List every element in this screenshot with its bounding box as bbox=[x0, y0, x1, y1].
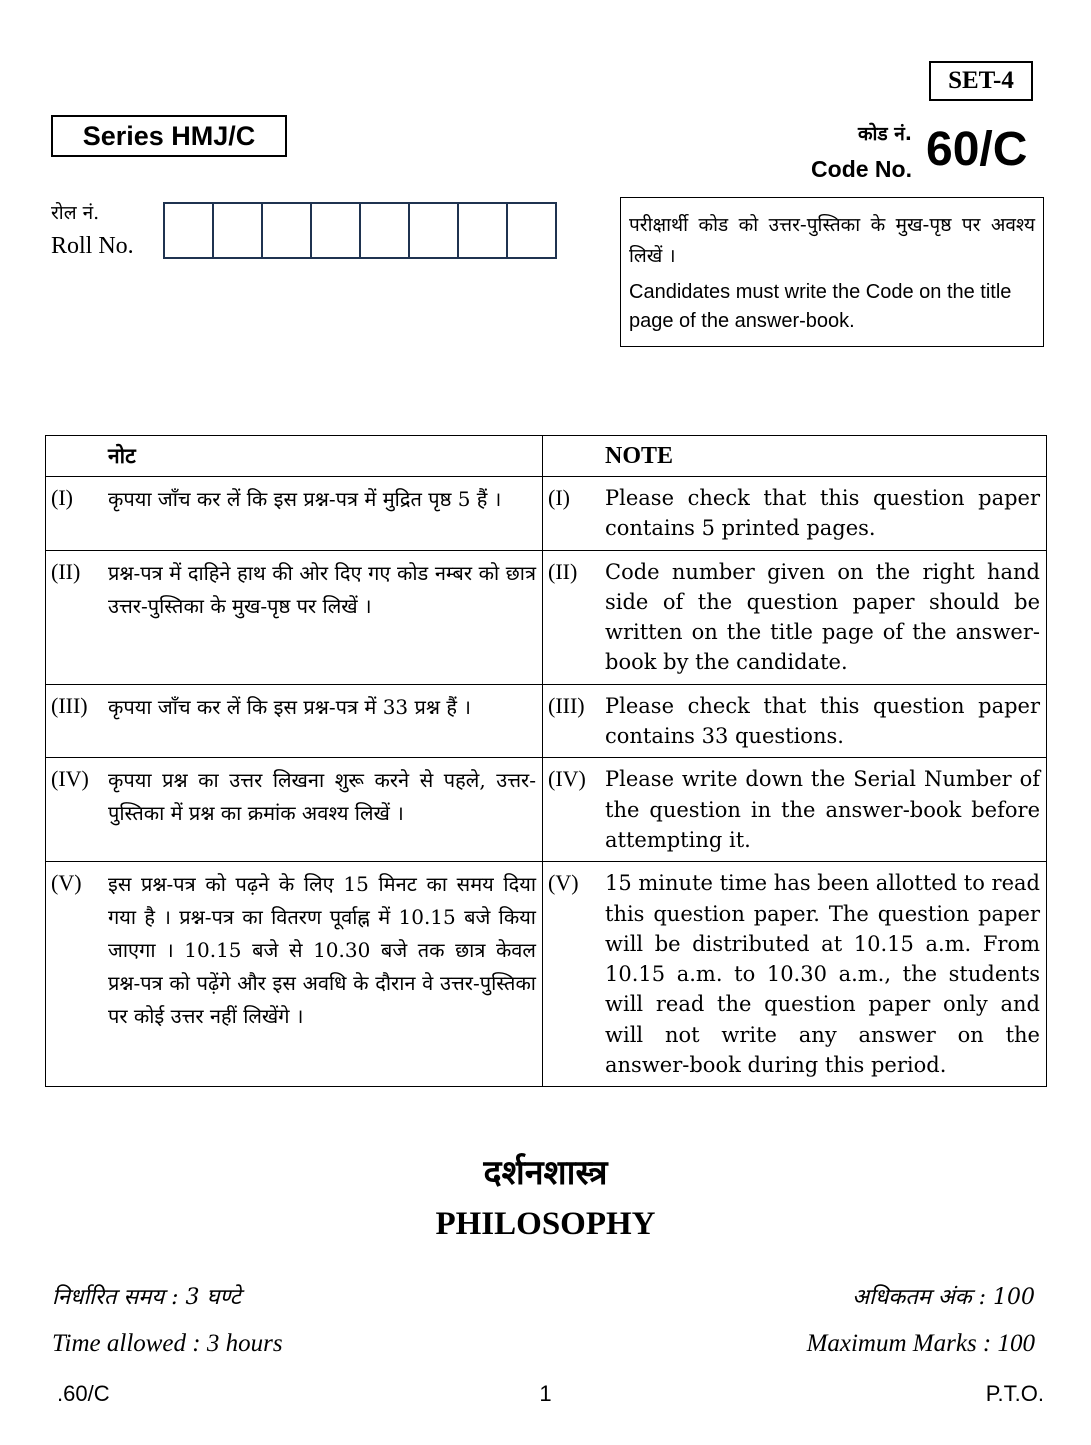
note-row bbox=[46, 477, 1047, 551]
note-number: (IV) bbox=[51, 766, 89, 792]
note-number: (II) bbox=[548, 558, 578, 584]
note-text-english: Please write down the Serial Number of the question in the answer-book before attempting it. bbox=[605, 767, 1040, 852]
note-text-english: 15 minute time has been allotted to read this question paper. The question paper will be distributed at 10.15 a.m. From 10.15 a.m. to 10.30 a.m., the students will read the question paper only and will not write any answer on the answer-book during this period. bbox=[605, 871, 1040, 1078]
time-allowed-english: Time allowed : 3 hours bbox=[52, 1330, 283, 1357]
code-label-english: Code No. bbox=[811, 156, 912, 182]
note-row bbox=[46, 862, 1047, 1087]
roll-digit-box[interactable] bbox=[508, 204, 555, 257]
note-number: (V) bbox=[548, 870, 579, 896]
set-number: SET-4 bbox=[948, 67, 1014, 94]
note-row bbox=[46, 684, 1047, 758]
roll-label-english: Roll No. bbox=[51, 233, 134, 259]
note-number: (V) bbox=[51, 870, 82, 896]
note-number: (I) bbox=[548, 485, 570, 510]
code-label-hindi: कोड नं. bbox=[857, 123, 912, 145]
roll-digit-box[interactable] bbox=[165, 204, 214, 257]
roll-digit-box[interactable] bbox=[263, 204, 312, 257]
roll-number-boxes bbox=[163, 202, 557, 259]
note-text-hindi: प्रश्न-पत्र में दाहिने हाथ की ओर दिए गए कोड नम्बर को छात्र उत्तर-पुस्तिका के मुख-पृष्ठ पर लिखें । bbox=[108, 560, 536, 618]
subject-title-hindi: दर्शनशास्त्र bbox=[483, 1153, 608, 1193]
series-badge bbox=[51, 115, 287, 157]
note-text-english: Please check that this question paper contains 5 printed pages. bbox=[605, 486, 1040, 541]
roll-digit-box[interactable] bbox=[410, 204, 459, 257]
set-number-badge bbox=[929, 61, 1033, 101]
series-label: Series HMJ/C bbox=[82, 120, 256, 151]
code-number: 60/C bbox=[926, 123, 1028, 176]
roll-digit-box[interactable] bbox=[459, 204, 508, 257]
subject-title-english: PHILOSOPHY bbox=[435, 1206, 656, 1242]
roll-digit-box[interactable] bbox=[361, 204, 410, 257]
note-head-english-cell bbox=[543, 436, 1047, 477]
note-text-english: Code number given on the right hand side of the question paper should be written on the title page of the answer-book by the candidate. bbox=[605, 559, 1040, 675]
note-number: (II) bbox=[51, 558, 81, 584]
page-number: 1 bbox=[539, 1381, 552, 1406]
note-head-hindi-cell bbox=[46, 436, 543, 477]
note-text-hindi: कृपया जाँच कर लें कि इस प्रश्न-पत्र में 33 प्रश्न हैं । bbox=[108, 694, 471, 719]
note-head-english: NOTE bbox=[605, 443, 674, 469]
pto-label: P.T.O. bbox=[985, 1381, 1044, 1406]
roll-digit-box[interactable] bbox=[214, 204, 263, 257]
roll-digit-box[interactable] bbox=[312, 204, 361, 257]
note-number: (IV) bbox=[548, 766, 586, 792]
note-text-hindi: इस प्रश्न-पत्र को पढ़ने के लिए 15 मिनट का समय दिया गया है । प्रश्न-पत्र का वितरण पूर्वाह्न में 10.15 बजे किया जाएगा । 10.15 बजे से 10.30 बजे तक छात्र केवल प्रश्न-पत्र को पढ़ेंगे और इस अवधि के दौरान वे उत्तर-पुस्तिका पर कोई उत्तर नहीं लिखेंगे । bbox=[108, 872, 536, 1029]
note-number: (III) bbox=[51, 692, 88, 718]
note-row bbox=[46, 550, 1047, 684]
max-marks-english: Maximum Marks : 100 bbox=[806, 1330, 1035, 1357]
note-number: (I) bbox=[51, 485, 73, 510]
max-marks-hindi: अधिकतम अंक : 100 bbox=[852, 1285, 1035, 1310]
footer-code: .60/C bbox=[57, 1381, 110, 1406]
note-text-english: Please check that this question paper contains 33 questions. bbox=[605, 693, 1040, 749]
roll-label-hindi: रोल नं. bbox=[51, 202, 100, 224]
candidate-instruction-english: Candidates must write the Code on the title page of the answer-book. bbox=[629, 281, 1012, 332]
note-text-hindi: कृपया प्रश्न का उत्तर लिखना शुरू करने से पहले, उत्तर-पुस्तिका में प्रश्न का क्रमांक अवश्य लिखें । bbox=[108, 768, 536, 826]
candidate-instruction-hindi: परीक्षार्थी कोड को उत्तर-पुस्तिका के मुख-पृष्ठ पर अवश्य लिखें । bbox=[629, 214, 1035, 267]
note-head-hindi: नोट bbox=[108, 444, 136, 468]
note-number: (III) bbox=[548, 692, 585, 718]
note-table bbox=[45, 435, 1047, 1087]
candidate-instruction-box bbox=[620, 197, 1044, 347]
note-row bbox=[46, 758, 1047, 862]
note-table-header bbox=[46, 436, 1047, 477]
time-allowed-hindi: निर्धारित समय : 3 घण्टे bbox=[52, 1285, 241, 1310]
note-text-hindi: कृपया जाँच कर लें कि इस प्रश्न-पत्र में मुद्रित पृष्ठ 5 हैं । bbox=[108, 487, 502, 511]
